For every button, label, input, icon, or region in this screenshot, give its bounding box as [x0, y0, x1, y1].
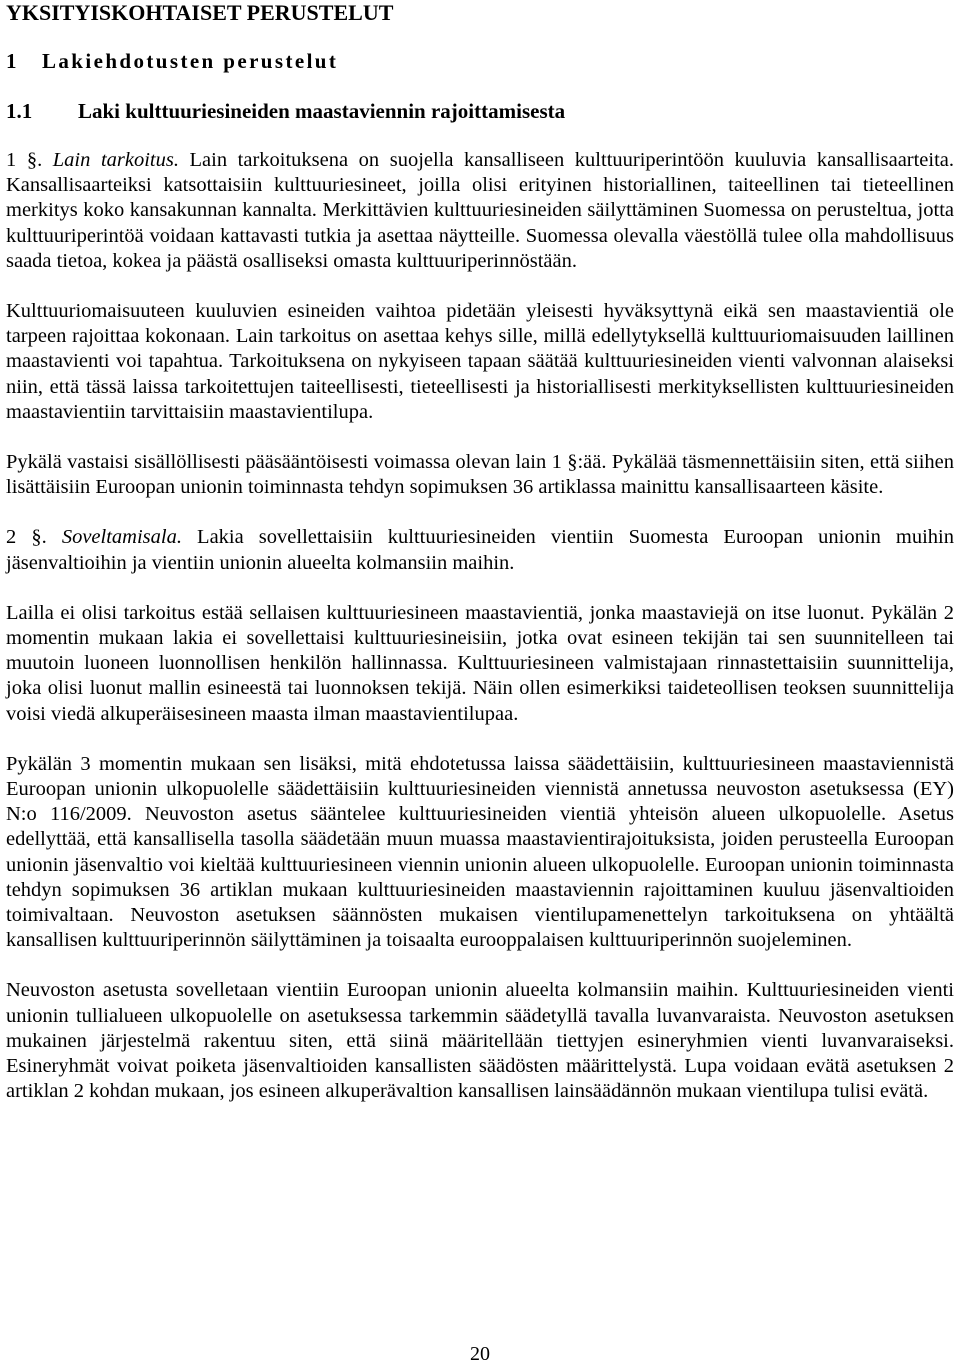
paragraph-4-lead-number: 2 §. [6, 526, 47, 549]
paragraph-1-lead-number: 1 §. [6, 149, 43, 171]
subsection-number: 1.1 [6, 99, 33, 123]
section-number: 1 [6, 49, 17, 73]
subsection-heading [6, 98, 954, 124]
section-title: Lakiehdotusten perustelut [42, 49, 339, 73]
paragraph-7: Neuvoston asetusta sovelletaan vientiin Euroopan unionin alueelta kolmansiin maihin. Kulttuuriesineiden vienti unionin tullialueen ulkopuolelle on asetuksessa tarkemmin säädetyllä tavalla luvanvaraista. Neuvoston asetuksen mukainen järjestelmä rakentuu siten, että siinä määritellään tiettyjen esineryhmien vienti luvanvaraiseksi. Esineryhmät voivat poiketa jäsenvaltioiden kansallisten säädösten määrittelystä. Lupa voidaan evätä asetuksen 2 artiklan 2 kohdan mukaan, jos esineen alkuperävaltion kansallisen lainsäädännön mukaan vientilupa tulisi evätä. [6, 979, 954, 1103]
paragraph-5: Lailla ei olisi tarkoitus estää sellaisen kulttuuriesineen maastavientiä, jonka maastaviejä on itse luonut. Pykälän 2 momentin mukaan lakia ei sovellettaisi kulttuuriesineisiin, jotka ovat esineen tekijän tai sen suunnitelleen tai muutoin luoneen luonnollisen henkilön hallinnassa. Kulttuuriesineen valmistajaan rinnastettaisiin suunnittelija, joka olisi luonut mallin esineestä tai luonnoksen tekijä. Näin ollen esimerkiksi taideteollisen teoksen suunnittelija voisi viedä alkuperäisesineen maasta ilman maastavientilupaa. [6, 601, 954, 725]
paragraph-4-text: Lakia sovellettaisiin kulttuuriesineiden vientiin Suomesta Euroopan unionin muihin jäsenvaltioihin ja vientiin unionin alueelta kolmansiin maihin. [6, 526, 955, 574]
paragraph-1-text: Lain tarkoituksena on suojella kansalliseen kulttuuriperintöön kuuluvia kansallisaarteita. Kansallisaarteiksi katsottaisiin kulttuuriesineet, joilla olisi erityinen historiallinen, taiteellinen tai tieteellinen merkitys koko kansakunnan kannalta. Merkittävien kulttuuriesineiden säilyttäminen Suomessa on perusteltua, jotta kulttuuriperintöä voidaan kattavasti tutkia ja asettaa näytteille. Suomessa olevalla väestöllä tulee olla mahdollisuus saada tietoa, kokea ja päästä osalliseksi omasta kulttuuriperinnöstään. [6, 149, 955, 272]
paragraph-6: Pykälän 3 momentin mukaan sen lisäksi, mitä ehdotetussa laissa säädettäisiin, kulttuuriesineen maastaviennistä Euroopan unionin ulkopuolelle säädettäisiin kulttuuriesineiden viennistä annetussa neuvoston asetuksessa (EY) N:o 116/2009. Neuvoston asetus sääntelee kulttuuriesineiden vientiä yhteisön alueen ulkopuolelle. Asetus edellyttää, että kansallisella tasolla säädetään muun muassa maastavientirajoituksista, joiden perusteella Euroopan unionin jäsenvaltio voi kieltää kulttuuriesineen viennin unionin alueen ulkopuolelle. Euroopan unionin toiminnasta tehdyn sopimuksen 36 artiklan mukaan kulttuuriesineiden maastaviennin rajoittaminen kuuluu jäsenvaltioiden toimivaltaan. Neuvoston asetuksen säännösten mukaisen vientilupamenettelyn tarkoituksena on yhtäältä kansallisen kulttuuriperinnön säilyttäminen ja toisaalta eurooppalaisen kulttuuriperinnön suojeleminen. [6, 752, 954, 952]
page-number: 20 [470, 1343, 490, 1365]
paragraph-1 [6, 148, 954, 274]
paragraph-2: Kulttuuriomaisuuteen kuuluvien esineiden vaihtoa pidetään yleisesti hyväksyttynä eikä sen maastavientiä ole tarpeen rajoittaa kokonaan. Lain tarkoitus on asettaa kehys sille, millä edellytyksellä kulttuuriomaisuuden laillinen maastavienti voi tapahtua. Tarkoituksena on nykyiseen tapaan säätää kulttuuriesineiden vienti valvonnan alaiseksi niin, että tässä laissa tarkoitettujen taiteellisesti, tieteellisesti ja historiallisesti merkityksellisten kulttuuriesineiden maastavientiin tarvittaisiin maastavientilupa. [6, 300, 954, 423]
subsection-title: Laki kulttuuriesineiden maastaviennin rajoittamisesta [78, 99, 566, 123]
paragraph-3: Pykälä vastaisi sisällöllisesti pääsääntöisesti voimassa olevan lain 1 §:ää. Pykälää täsmennettäisiin siten, että siihen lisättäisiin Euroopan unionin toiminnasta tehdyn sopimuksen 36 artiklassa mainittu kansallisaarteen käsite. [6, 451, 954, 499]
paragraph-4-lead-title: Soveltamisala. [61, 526, 182, 549]
section-heading [6, 48, 954, 74]
paragraph-4 [6, 525, 954, 575]
main-heading: YKSITYISKOHTAISET PERUSTELUT [6, 0, 394, 25]
paragraph-1-lead-title: Lain tarkoitus. [52, 149, 179, 171]
document-page [6, 0, 954, 1105]
